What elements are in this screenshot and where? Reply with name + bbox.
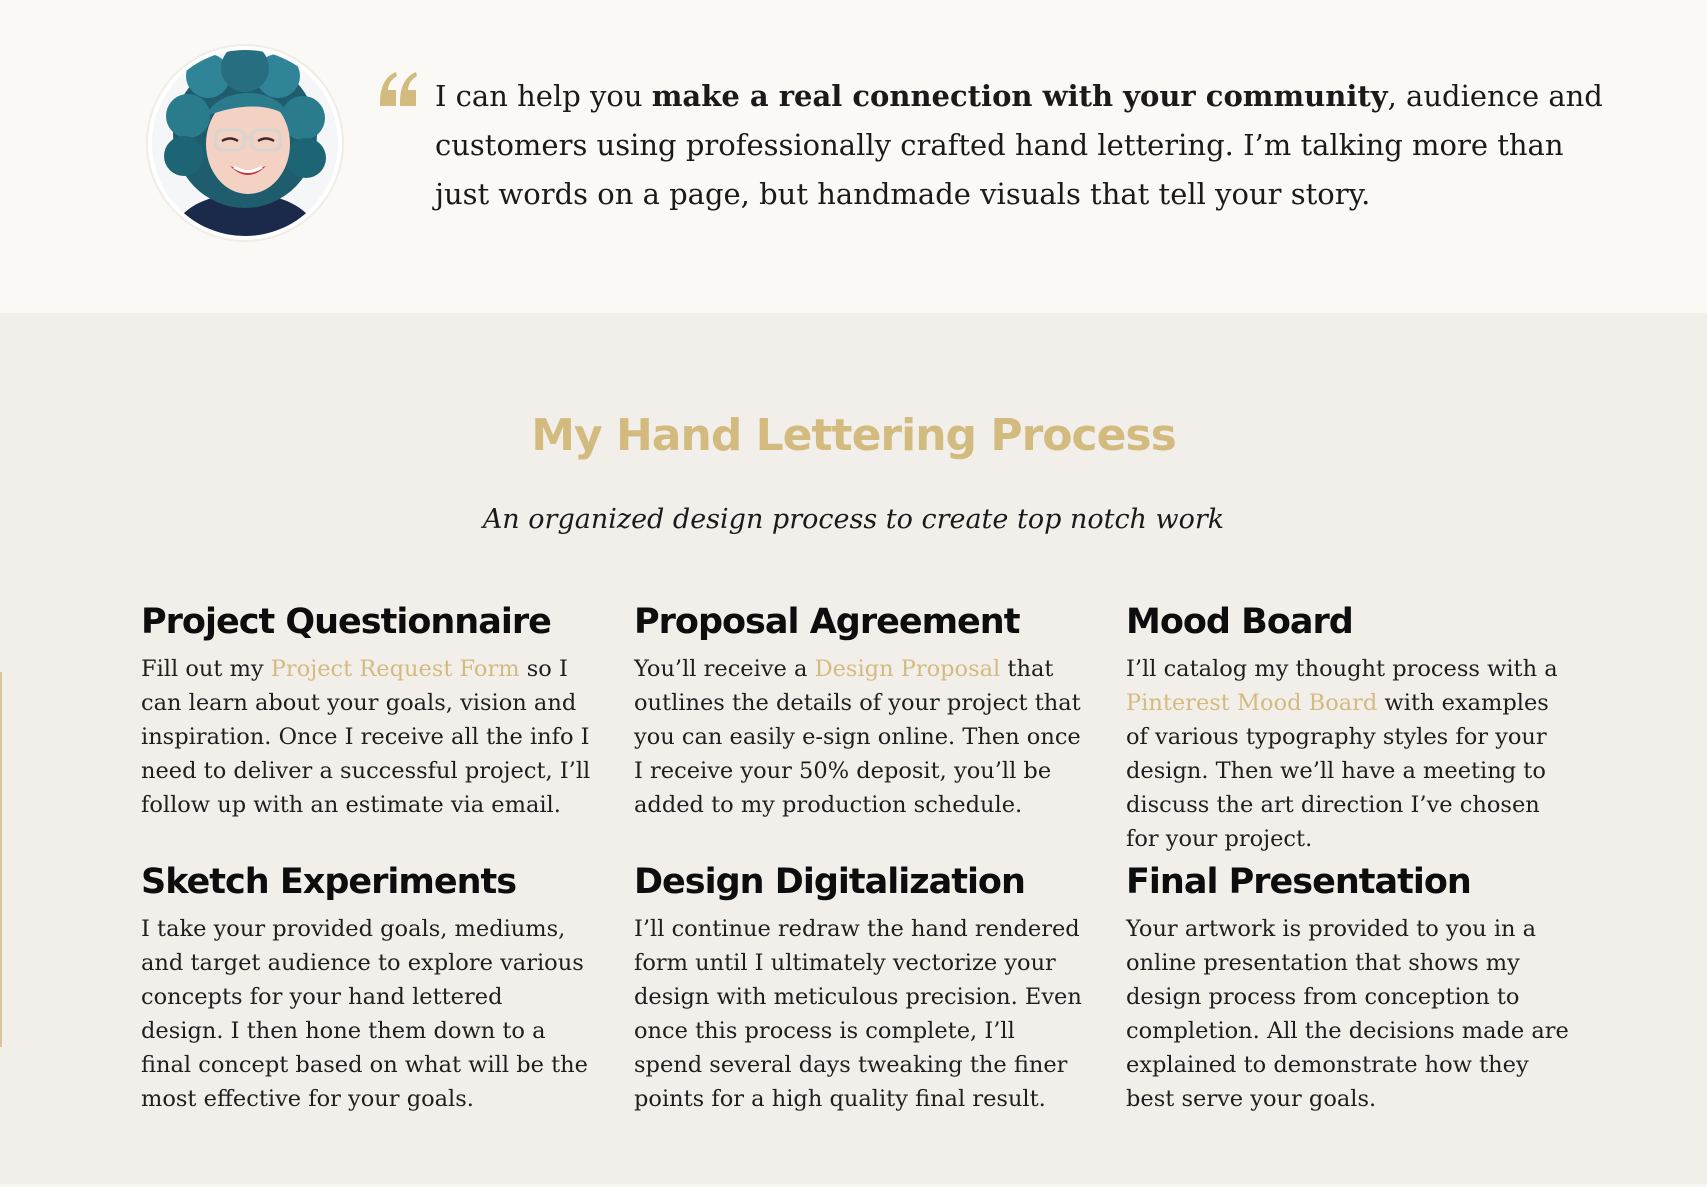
- step-description: [141, 652, 591, 822]
- avatar: [148, 46, 342, 240]
- step-text: that outlines the details of your project that you can easily e-sign online. Then once I receive your 50% deposit, you’ll be added to my production schedule.: [634, 656, 1081, 818]
- step-description: [634, 652, 1084, 822]
- step-title: Design Digitalization: [634, 862, 1025, 902]
- step-proposal-agreement: [634, 600, 1084, 822]
- step-description: [1126, 652, 1576, 856]
- step-text: You’ll receive a: [634, 656, 815, 682]
- step-mood-board: [1126, 600, 1576, 856]
- step-project-questionnaire: [141, 600, 591, 822]
- step-description: I’ll continue redraw the hand rendered form until I ultimately vectorize your design with meticulous precision. Even once this process is complete, I’ll spend several days tweaking the finer points for a high quality final result.: [634, 916, 1082, 1112]
- process-subtitle: An organized design process to create top notch work: [482, 504, 1225, 535]
- step-sketch-experiments: [141, 860, 591, 1116]
- step-text: Fill out my: [141, 656, 271, 682]
- quote-text-start: I can help you: [435, 79, 652, 113]
- design-proposal-link[interactable]: Design Proposal: [814, 656, 1001, 682]
- step-title: Sketch Experiments: [141, 862, 517, 902]
- step-description: Your artwork is provided to you in a online presentation that shows my design process from conception to completion. All the decisions made are explained to demonstrate how they best serve your goals.: [1126, 916, 1569, 1112]
- left-edge-rule: [0, 672, 2, 1047]
- step-text: I’ll catalog my thought process with a: [1126, 656, 1558, 682]
- pinterest-mood-board-link[interactable]: Pinterest Mood Board: [1126, 690, 1378, 716]
- process-title: My Hand Lettering Process: [531, 410, 1176, 461]
- step-title: Mood Board: [1126, 602, 1353, 642]
- quote-mark-icon: [378, 62, 418, 122]
- step-description: I take your provided goals, mediums, and target audience to explore various concepts for your hand lettered design. I then hone them down to a final concept based on what will be the most effective for your goals.: [141, 916, 588, 1112]
- quote-text-end: , audience and customers using professionally crafted hand lettering. I’m talking more than just words on a page, but handmade visuals that tell your story.: [435, 79, 1603, 211]
- step-text: so I can learn about your goals, vision and inspiration. Once I receive all the info I need to deliver a successful project, I’ll follow up with an estimate via email.: [141, 656, 591, 818]
- step-final-presentation: [1126, 860, 1576, 1116]
- step-title: Proposal Agreement: [634, 602, 1020, 642]
- step-text: with examples of various typography styles for your design. Then we’ll have a meeting to discuss the art direction I’ve chosen for your project.: [1126, 690, 1549, 852]
- step-title: Final Presentation: [1126, 862, 1471, 902]
- step-design-digitalization: [634, 860, 1084, 1116]
- step-title: Project Questionnaire: [141, 602, 551, 642]
- quote-text-emphasis: make a real connection with your community: [651, 79, 1388, 113]
- project-request-form-link[interactable]: Project Request Form: [270, 656, 520, 682]
- avatar-portrait-icon: [148, 46, 342, 240]
- intro-quote: [435, 72, 1615, 219]
